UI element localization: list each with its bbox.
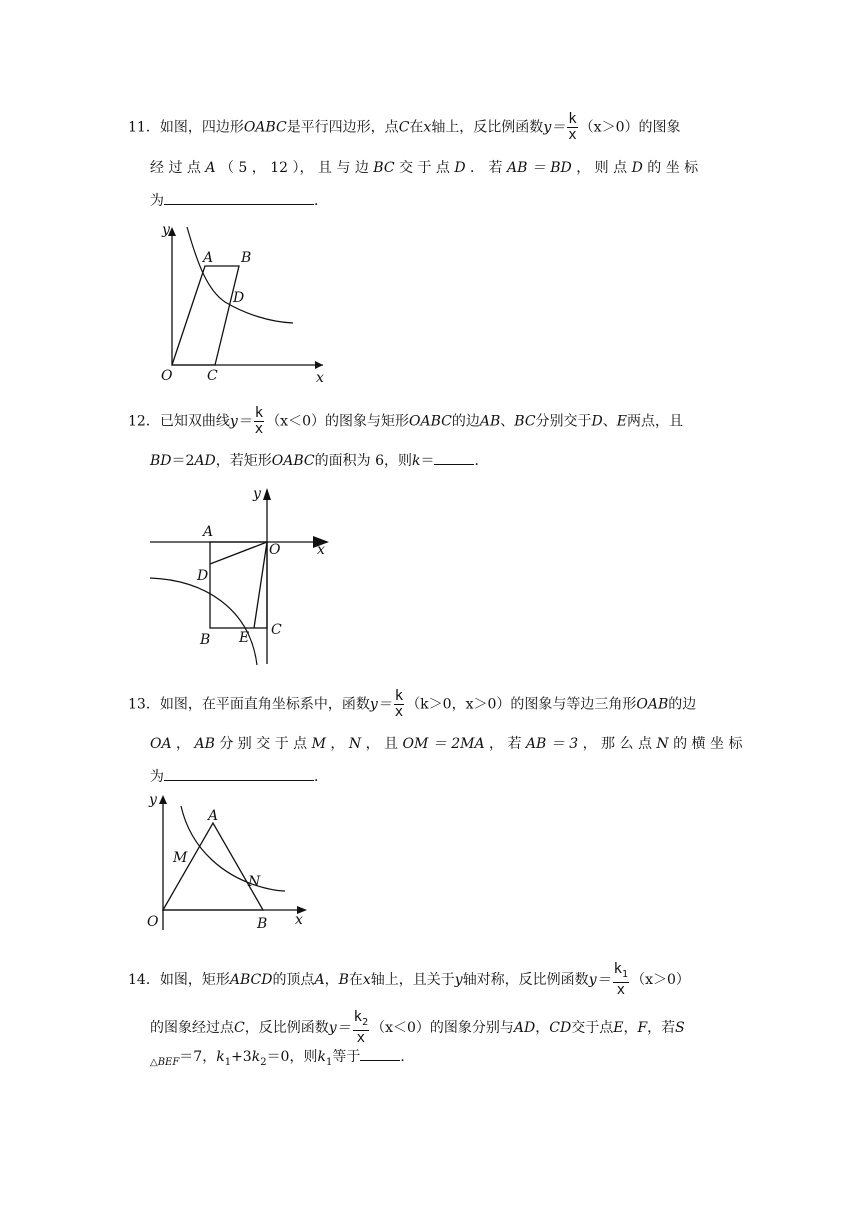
q12-text: ，若矩形 — [215, 453, 272, 469]
label-b: B — [257, 916, 268, 932]
q12-text: ＝2 — [171, 453, 195, 469]
label-o: O — [147, 914, 159, 930]
q12-oabc: OABC — [409, 413, 452, 430]
q12-text: 的面积为 6，则 — [314, 453, 412, 469]
q14-s: S — [675, 1019, 685, 1036]
q14-e: E — [613, 1019, 624, 1036]
q13-y-eq: y＝ — [369, 696, 392, 713]
q13-text: 的边 — [668, 696, 697, 713]
q13-text: ， — [176, 736, 191, 752]
q11-c: C — [398, 119, 410, 136]
q14-text: （x＜0）的图象分别与 — [371, 1019, 514, 1036]
q12-figure — [145, 484, 345, 668]
q11-coord: （ 5 ， 12 ）， — [219, 160, 314, 176]
y-axis-arrow — [159, 795, 167, 804]
q12-text: 已知双曲线 — [159, 413, 230, 430]
q12-text: ＝ — [420, 453, 435, 469]
rectangle-oabc — [210, 542, 267, 628]
q13-line-1 — [128, 689, 860, 720]
q11-text: 是平行四边形，点 — [286, 119, 399, 136]
q12-number: 12． — [128, 413, 160, 430]
label-y: y — [149, 792, 157, 808]
label-a: A — [208, 808, 219, 824]
q13-text: 如图，在平面直角坐标系中，函数 — [159, 696, 370, 713]
fraction-numerator: k — [394, 688, 404, 704]
y-axis-arrow — [263, 488, 271, 500]
q14-line-1 — [128, 962, 860, 998]
q11-a: A — [205, 160, 216, 176]
q14-b: B — [338, 971, 349, 988]
q13-figure — [145, 790, 315, 938]
segment-eo — [254, 542, 267, 628]
label-b: B — [200, 632, 211, 648]
q13-n: N — [656, 736, 669, 752]
q14-text: 轴对称，反比例函数 — [462, 971, 589, 988]
q11-figure — [145, 222, 345, 390]
q14-ad: AD — [513, 1019, 536, 1036]
q14-cd: CD — [549, 1019, 572, 1036]
q12-fraction — [254, 406, 264, 437]
q14-number: 14． — [128, 971, 160, 988]
q12-line-2 — [150, 450, 860, 471]
q14-abcd: ABCD — [229, 971, 273, 988]
k-symbol: k — [613, 961, 623, 977]
label-c: C — [271, 622, 282, 638]
label-d: D — [197, 568, 209, 584]
q13-text: 的 横 坐 标 — [673, 736, 743, 752]
q13-oab: OAB — [636, 696, 669, 713]
q11-d: D — [631, 160, 643, 176]
q11-end: ． — [314, 193, 328, 209]
q14-a: A — [314, 971, 325, 988]
q11-bc: BC — [373, 160, 395, 176]
q11-text: 且 与 边 — [317, 160, 369, 176]
label-m: M — [173, 850, 188, 866]
q11-y-eq: y＝ — [543, 119, 566, 136]
q14-sub: 1 — [224, 1056, 232, 1068]
fraction-numerator — [613, 962, 629, 983]
q13-fraction — [394, 689, 404, 720]
q14-y: y — [454, 971, 463, 988]
label-a: A — [203, 250, 214, 266]
q14-k: k — [216, 1049, 225, 1065]
label-e: E — [239, 630, 250, 646]
answer-blank[interactable] — [164, 766, 314, 781]
q11-line-2 — [150, 158, 860, 178]
q11-text: 的 坐 标 — [647, 160, 699, 176]
fraction-numerator — [353, 1010, 369, 1031]
q14-condition: （x＞0） — [631, 971, 690, 988]
q13-m: M — [311, 736, 326, 752]
q12-text: 两点，且 — [627, 413, 683, 430]
label-x: x — [316, 370, 324, 386]
k-subscript: 1 — [622, 968, 629, 980]
q12-ab: AB — [479, 413, 501, 430]
q11-line-1 — [128, 112, 860, 143]
q13-n: N — [348, 736, 362, 752]
q13-oa: OA — [150, 736, 172, 752]
q11-text: 交 于 点 — [399, 160, 450, 176]
q13-ab-3: AB ＝ 3 — [525, 736, 579, 752]
q12-text: （x＜0）的图象与矩形 — [266, 413, 409, 430]
q13-line-3 — [150, 766, 860, 787]
q13-text: ， 若 — [489, 736, 522, 752]
answer-blank[interactable] — [164, 190, 314, 205]
q13-om-2ma: OM ＝ 2MA — [402, 736, 485, 752]
q13-ab: AB — [194, 736, 215, 752]
q12-oabc: OABC — [271, 453, 315, 469]
hyperbola-curve — [181, 806, 285, 891]
label-o: O — [269, 542, 281, 558]
q13-line-2 — [150, 734, 860, 754]
hyperbola-curve — [187, 227, 293, 323]
q14-text: ， — [535, 1019, 550, 1036]
q14-line-2 — [150, 1010, 860, 1046]
fraction-denominator: x — [254, 421, 264, 437]
q11-text: ， 则 点 — [576, 160, 628, 176]
label-x: x — [295, 912, 303, 928]
q14-text: 在 — [348, 971, 363, 988]
label-c: C — [207, 368, 218, 384]
label-d: D — [233, 290, 245, 306]
q14-fraction-k1 — [613, 962, 629, 998]
q14-text: 的图象经过点 — [150, 1019, 234, 1036]
q11-fraction — [567, 112, 577, 143]
q11-condition: （x＞0）的图象 — [579, 119, 681, 136]
q12-k: k — [412, 453, 421, 469]
q14-text: ＝0，则 — [266, 1049, 318, 1065]
q13-text: 为 — [150, 769, 164, 785]
q14-text: 交于点 — [571, 1019, 614, 1036]
parallelogram-oabc — [172, 266, 239, 365]
q11-oabc: OABC — [243, 119, 287, 136]
q14-sub: 2 — [260, 1056, 267, 1068]
q13-text: ， 那 么 点 — [582, 736, 652, 752]
fraction-denominator: x — [568, 127, 577, 143]
q14-end: ． — [400, 1049, 415, 1065]
label-y: y — [162, 222, 170, 238]
q14-text: ， — [623, 1019, 638, 1036]
q12-text: 、 — [602, 413, 617, 430]
q13-text: （k＞0，x＞0）的图象与等边三角形 — [406, 696, 637, 713]
q14-text: 如图，矩形 — [159, 971, 230, 988]
q12-ad: AD — [194, 453, 216, 469]
label-b: B — [241, 250, 252, 266]
fraction-numerator: k — [254, 405, 264, 421]
q14-k: k — [251, 1049, 261, 1065]
q11-line-3 — [150, 190, 860, 211]
fraction-denominator: x — [616, 981, 626, 998]
q14-fraction-k2 — [353, 1010, 369, 1046]
q13-text: ， — [330, 736, 345, 752]
label-x: x — [317, 542, 325, 558]
q12-bd: BD — [150, 453, 172, 469]
q14-text: ＝7， — [179, 1049, 217, 1065]
hyperbola-curve — [150, 578, 257, 665]
q12-line-1 — [128, 406, 860, 437]
q12-bc: BC — [514, 413, 536, 430]
answer-blank[interactable] — [434, 450, 474, 465]
q14-text: +3 — [231, 1049, 252, 1065]
q14-x: x — [362, 971, 371, 988]
q12-end: ． — [474, 453, 489, 469]
q13-end: ． — [314, 769, 328, 785]
q13-number: 13． — [128, 696, 160, 713]
q14-f: F — [637, 1019, 648, 1036]
segment-do — [210, 542, 267, 564]
q14-text: 等于 — [332, 1049, 361, 1065]
q11-x: x — [423, 119, 432, 136]
q11-text: 经 过 点 — [150, 160, 201, 176]
fraction-denominator: x — [394, 704, 404, 720]
q14-sub: 1 — [325, 1056, 333, 1068]
fraction-numerator: k — [568, 111, 577, 127]
q11-number: 11． — [128, 119, 160, 136]
q11-text: 如图，四边形 — [159, 119, 244, 136]
answer-blank[interactable] — [360, 1046, 400, 1061]
q11-text: ． 若 — [470, 160, 503, 176]
q14-y-eq: y＝ — [328, 1019, 351, 1036]
q13-text: 分 别 交 于 点 — [219, 736, 308, 752]
q14-text: ，反比例函数 — [244, 1019, 329, 1036]
q12-y-eq: y＝ — [229, 413, 252, 430]
q13-text: ， 且 — [365, 736, 399, 752]
label-o: O — [161, 368, 173, 384]
q14-c: C — [234, 1019, 245, 1036]
q11-ab-bd: AB ＝ BD — [506, 160, 572, 176]
q11-text: 轴上，反比例函数 — [431, 119, 544, 136]
label-y: y — [253, 486, 261, 502]
q12-text: 的边 — [451, 413, 480, 430]
q14-line-3 — [150, 1046, 860, 1073]
q14-text: ，若 — [647, 1019, 676, 1036]
q14-text: 轴上，且关于 — [370, 971, 455, 988]
q11-text: 在 — [409, 119, 424, 136]
q12-e: E — [616, 413, 627, 430]
q12-d: D — [591, 413, 603, 430]
q14-triangle-bef: △BEF — [150, 1056, 180, 1068]
q11-d: D — [454, 160, 466, 176]
triangle-oab — [163, 823, 263, 910]
k-symbol: k — [353, 1009, 363, 1025]
q14-k: k — [317, 1049, 326, 1065]
label-a: A — [203, 524, 214, 540]
q12-text: 分别交于 — [535, 413, 592, 430]
q14-text: 的顶点 — [272, 971, 315, 988]
q14-y-eq: y＝ — [588, 971, 611, 988]
x-axis-arrow — [315, 361, 323, 369]
q12-text: 、 — [500, 413, 515, 430]
fraction-denominator: x — [356, 1029, 366, 1046]
q14-text: ， — [324, 971, 339, 988]
label-n: N — [248, 874, 261, 890]
k-subscript: 2 — [362, 1016, 369, 1028]
q11-text: 为 — [150, 193, 164, 209]
